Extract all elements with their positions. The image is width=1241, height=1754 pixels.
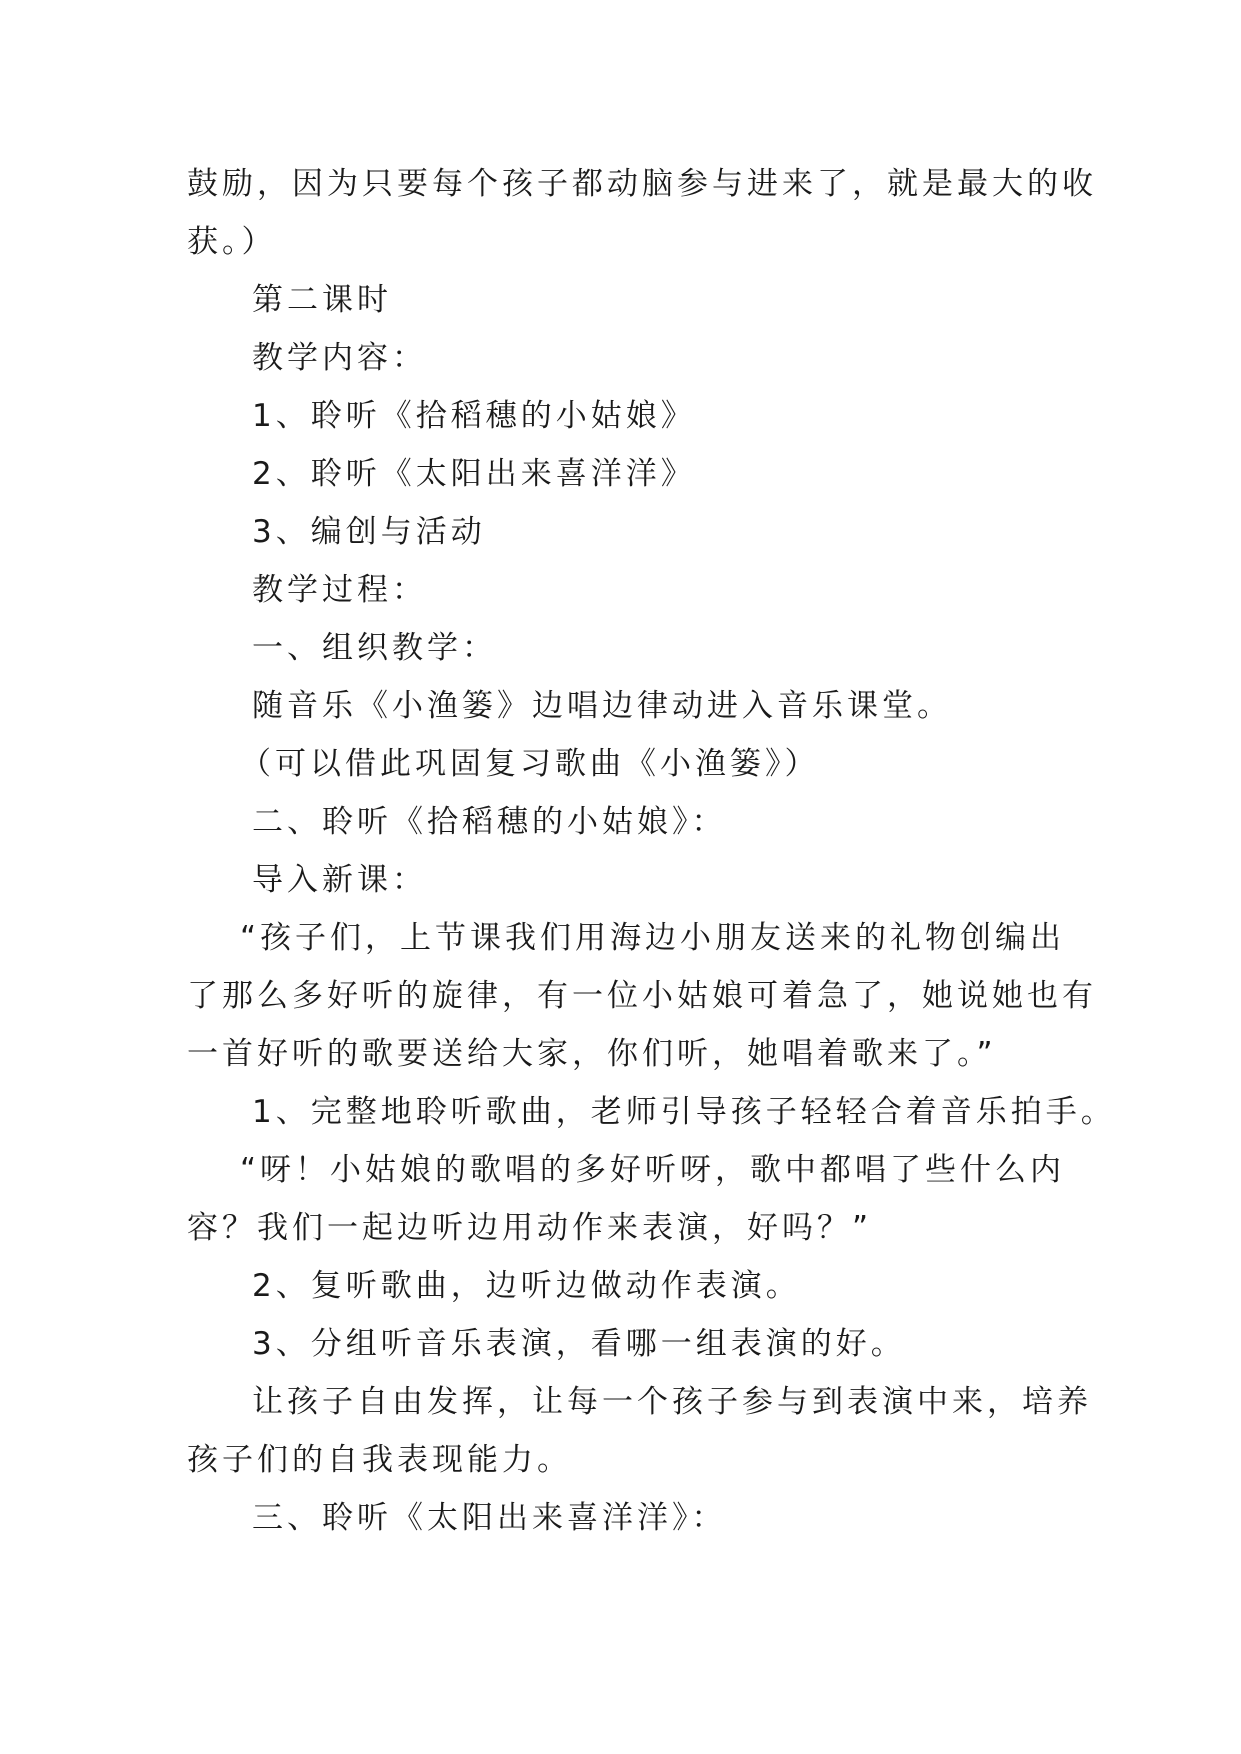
- text-line: 教学内容：: [252, 340, 427, 376]
- text-line: 2、复听歌曲，边听边做动作表演。: [252, 1268, 801, 1304]
- text-line: 一、组织教学：: [252, 630, 497, 666]
- text-line: 教学过程：: [252, 572, 427, 608]
- text-line: 容？我们一起边听边用动作来表演，好吗？”: [187, 1210, 873, 1246]
- text-line: 随音乐《小渔篓》边唱边律动进入音乐课堂。: [252, 688, 952, 724]
- section-heading: 三、聆听《太阳出来喜洋洋》：: [252, 1500, 727, 1536]
- text-line: 鼓励，因为只要每个孩子都动脑参与进来了，就是最大的收: [187, 166, 1097, 202]
- text-line: 一首好听的歌要送给大家，你们听，她唱着歌来了。”: [187, 1036, 997, 1072]
- text-line: 让孩子自由发挥，让每一个孩子参与到表演中来，培养: [252, 1384, 1092, 1420]
- text-line: 孩子们的自我表现能力。: [187, 1442, 572, 1478]
- text-line: 3、分组听音乐表演，看哪一组表演的好。: [252, 1326, 906, 1362]
- text-line: 了那么多好听的旋律，有一位小姑娘可着急了，她说她也有: [187, 978, 1097, 1014]
- list-item: 1、聆听《拾稻穗的小姑娘》: [252, 398, 696, 434]
- text-line: 获。）: [187, 224, 277, 260]
- text-line: 导入新课：: [252, 862, 427, 898]
- text-line: “孩子们，上节课我们用海边小朋友送来的礼物创编出: [240, 920, 1066, 956]
- list-item: 2、聆听《太阳出来喜洋洋》: [252, 456, 696, 492]
- text-line: （可以借此巩固复习歌曲《小渔篓》）: [240, 746, 820, 782]
- text-line: “呀！小姑娘的歌唱的多好听呀，歌中都唱了些什么内: [240, 1152, 1066, 1188]
- section-heading: 第二课时: [252, 282, 392, 318]
- list-item: 3、编创与活动: [252, 514, 486, 550]
- text-line: 1、完整地聆听歌曲，老师引导孩子轻轻合着音乐拍手。: [252, 1094, 1116, 1130]
- text-line: 二、聆听《拾稻穗的小姑娘》：: [252, 804, 727, 840]
